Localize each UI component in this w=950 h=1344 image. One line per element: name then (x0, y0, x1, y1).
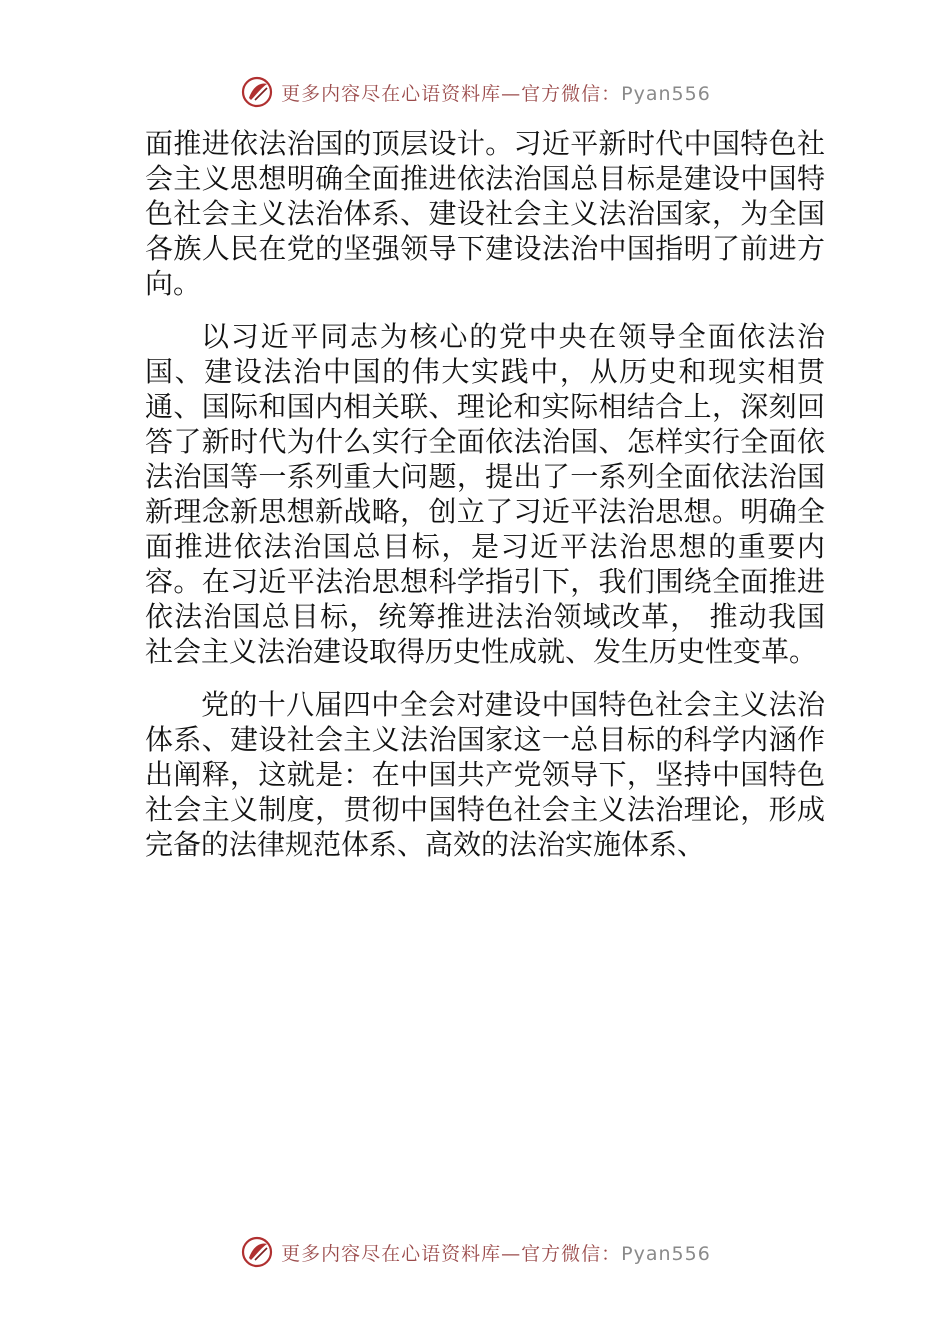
paragraph-2: 以习近平同志为核心的党中央在领导全面依法治国、建设法治中国的伟大实践中，从历史和现实相贯通、国际和国内相关联、理论和实际相结合上，深刻回答了新时代为什么实行全面依法治国、怎样实行全面依法治国等一系列重大问题，提出了一系列全面依法治国新理念新思想新战略，创立了习近平法治思想。明确全面推进依法治国总目标，是习近平法治思想的重要内容。在习近平法治思想科学指引下，我们围绕全面推进依法治国总目标，统筹推进法治领域改革， 推动我国社会主义法治建设取得历史性成就、发生历史性变革。 (145, 320, 825, 668)
paragraph-3: 党的十八届四中全会对建设中国特色社会主义法治体系、建设社会主义法治国家这一总目标的科学内涵作出阐释，这就是：在中国共产党领导下，坚持中国特色社会主义制度，贯彻中国特色社会主义法治理论，形成完备的法律规范体系、高效的法治实施体系、 (145, 688, 825, 861)
brand-logo-icon (239, 1234, 275, 1270)
brand-logo-icon (239, 74, 275, 110)
document-body (145, 126, 825, 862)
header-wechat-id: Pyan556 (621, 82, 711, 105)
footer-banner (0, 1232, 950, 1272)
header-banner-label: 更多内容尽在心语资料库—官方微信： (281, 82, 622, 105)
paragraph-1: 面推进依法治国的顶层设计。习近平新时代中国特色社会主义思想明确全面推进依法治国总目标是建设中国特色社会主义法治体系、建设社会主义法治国家，为全国各族人民在党的坚强领导下建设法治中国指明了前进方向。 (145, 127, 825, 300)
header-banner (0, 72, 950, 112)
footer-wechat-id: Pyan556 (621, 1242, 711, 1265)
footer-banner-text (281, 1239, 711, 1266)
footer-banner-label: 更多内容尽在心语资料库—官方微信： (281, 1242, 622, 1265)
header-banner-text (281, 79, 711, 106)
